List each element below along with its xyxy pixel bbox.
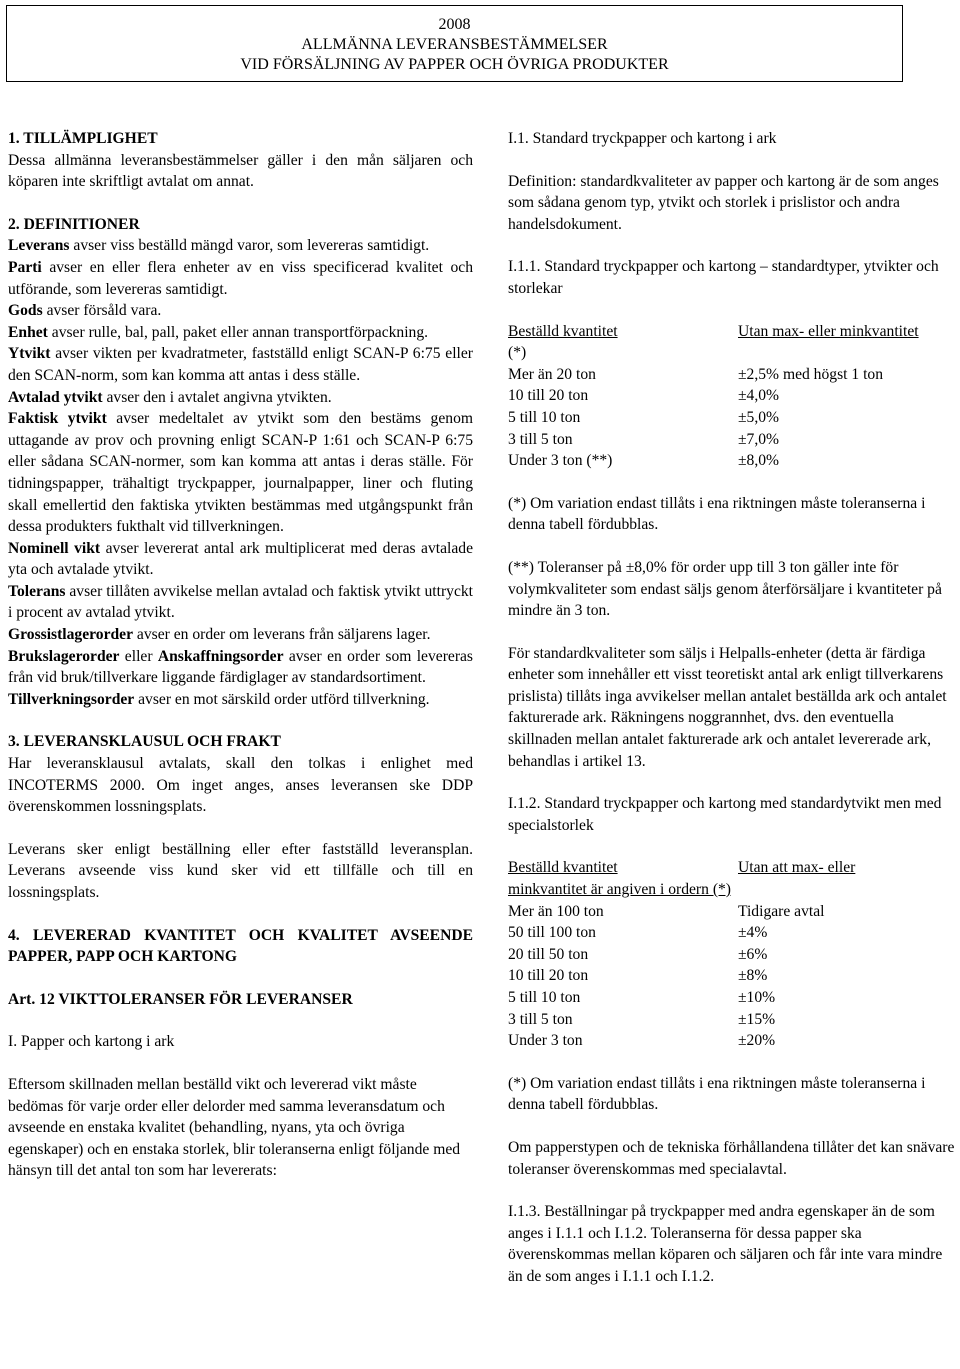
table-row (508, 450, 958, 472)
note-3: (*) Om variation endast tillåts i ena riktningen måste toleranserna i denna tabell fördubblas. (508, 1074, 926, 1114)
quantity-cell: 50 till 100 ton (508, 924, 596, 942)
table-row (508, 901, 958, 923)
table1-header-tolerance: Utan max- eller minkvantitet (738, 322, 919, 340)
table1-header-footnote: (*) (508, 344, 527, 362)
right-column (508, 128, 958, 1288)
definition-item: Tolerans avser tillåten avvikelse mellan avtalad och faktisk ytvikt uttryckt i procent av avtalad ytvikt. (8, 582, 473, 622)
definitions-list (8, 235, 473, 645)
table2-header-tolerance-cont: minkvantitet är angiven i ordern (*) (508, 881, 732, 899)
section-3-para-1: Har leveransklausul avtalats, skall den tolkas i enlighet med INCOTERMS 2000. Om inget anges, anses leveransen ske DDP överenskommen lossningsplats. (8, 755, 473, 816)
header-year: 2008 (438, 16, 471, 33)
i13-paragraph: I.1.3. Beställningar på tryckpapper med andra egenskaper än de som anges i I.1.1 och I.1.2. Toleranserna för dessa papper ska överenskommas mellan köparen och säljaren och får inte vara mindre än de som anges i I.1.1 och I.1.2. (508, 1203, 943, 1285)
tolerance-cell: ±2,5% med högst 1 ton (738, 365, 883, 383)
table-row (508, 407, 958, 429)
tolerance-cell: ±5,0% (738, 408, 780, 426)
table-row (508, 385, 958, 407)
i12-title: I.1.2. Standard tryckpapper och kartong med standardytvikt men med specialstorlek (508, 795, 942, 834)
note-2: (**) Toleranser på ±8,0% för order upp till 3 ton gäller inte för volymkvaliteter som endast säljs genom återförsäljare i kvantiteter på mindre än 3 ton. (508, 558, 942, 620)
tolerance-cell: ±20% (738, 1032, 776, 1050)
tolerance-cell: ±4,0% (738, 387, 780, 405)
tolerance-cell: ±10% (738, 989, 776, 1006)
tolerance-cell: ±7,0% (738, 430, 780, 448)
art-12-title: Art. 12 VIKTTOLERANSER FÖR LEVERANSER (8, 990, 353, 1008)
table-row (508, 987, 958, 1009)
tolerance-cell: ±6% (738, 945, 768, 963)
table-row (508, 364, 958, 386)
i1-definition: Definition: standardkvaliteter av papper och kartong är de som anges som sådana genom typ, ytvikt och storlek i prislistor och andra handelsdokument. (508, 172, 939, 233)
quantity-cell: 10 till 20 ton (508, 967, 589, 985)
table-row (508, 944, 958, 966)
subsection-i-title: I. Papper och kartong i ark (8, 1033, 175, 1051)
table2-header-quantity: Beställd kvantitet (508, 859, 618, 877)
i1-title: I.1. Standard tryckpapper och kartong i ark (508, 130, 777, 147)
quantity-cell: 3 till 5 ton (508, 430, 573, 448)
note-1: (*) Om variation endast tillåts i ena riktningen måste toleranserna i denna tabell fördubblas. (508, 494, 926, 534)
quantity-cell: Mer än 100 ton (508, 902, 604, 920)
section-4-title: 4. LEVERERAD KVANTITET OCH KVALITET AVSEENDE PAPPER, PAPP OCH KARTONG (8, 926, 473, 966)
definition-item: Gods avser försåld vara. (8, 302, 162, 320)
i11-title: I.1.1. Standard tryckpapper och kartong – standardtyper, ytvikter och storlekar (508, 258, 939, 297)
header-title: ALLMÄNNA LEVERANSBESTÄMMELSER (301, 36, 608, 53)
definition-item: Parti avser en eller flera enheter av en viss specificerad kvalitet och utförande, som levereras samtidigt. (8, 258, 473, 298)
section-1-title: 1. TILLÄMPLIGHET (8, 130, 158, 147)
tolerance-table-1 (508, 321, 958, 472)
left-column (8, 128, 473, 1182)
quantity-cell: Under 3 ton (**) (508, 452, 613, 470)
table1-header-quantity: Beställd kvantitet (508, 322, 618, 340)
tolerance-cell: ±8% (738, 967, 768, 985)
definition-item: Faktisk ytvikt avser medeltalet av ytvikt som den bestäms genom uttagande av prov och provning enligt SCAN-P 1:61 och SCAN-P 6:75 eller sådana SCAN-normer, som kan komma att antas i deras ställe. För tidningspapper, trähaltigt tryckpapper, journalpapper, liner och fluting skall emellertid den faktiska ytvikten bestämmas med utgångspunkt från dessa produkters fukthalt vid tillverkningen. (8, 410, 473, 536)
quantity-cell: 10 till 20 ton (508, 387, 589, 405)
tolerance-table-2 (508, 857, 958, 1051)
definition-item: Ytvikt avser vikten per kvadratmeter, fastställd enligt SCAN-P 6:75 eller den SCAN-norm, som kan komma att antas i dess ställe. (8, 345, 473, 384)
header-subtitle: VID FÖRSÄLJNING AV PAPPER OCH ÖVRIGA PRODUKTER (240, 56, 669, 73)
definition-item: Leverans avser viss beställd mängd varor, som levereras samtidigt. (8, 237, 430, 255)
quantity-cell: 5 till 10 ton (508, 989, 581, 1006)
definition-item: Grossistlagerorder avser en order om leverans från säljarens lager. (8, 626, 431, 644)
tolerance-cell: ±15% (738, 1010, 776, 1028)
document-header (6, 5, 903, 82)
definition-bruks: Brukslagerorder eller Anskaffningsorder avser en order som levereras från vid bruk/tillverkare liggande färdiglager av standardsortiment. (8, 647, 473, 687)
quantity-cell: 3 till 5 ton (508, 1010, 573, 1028)
table-row (508, 965, 958, 987)
helpalls-paragraph: För standardkvaliteter som säljs i Helpalls-enheter (detta är färdiga enheter som innehåller ett visst teoretiskt antal ark enligt tillverkarens prislista) tillåts inga avvikelser mellan antalet beställda ark och antalet fakturerade ark. Räkningens noggrannhet, dvs. den eventuella skillnaden mellan antalet fakturerade ark och antalet levererade ark, behandlas i artikel 13. (508, 644, 947, 770)
table2-header-tolerance: Utan att max- eller (738, 859, 856, 877)
table-row (508, 1030, 958, 1052)
definition-item: Enhet avser rulle, bal, pall, paket eller annan transportförpackning. (8, 323, 429, 341)
definition-item: Nominell vikt avser levererat antal ark multiplicerat med deras avtalade yta och avtalade ytvikt. (8, 539, 473, 579)
table-row (508, 922, 958, 944)
tolerance-cell: ±4% (738, 924, 768, 942)
quantity-cell: Mer än 20 ton (508, 365, 596, 383)
table-row (508, 429, 958, 451)
tolerance-intro: Eftersom skillnaden mellan beställd vikt och levererad vikt måste bedömas för varje order eller delorder med samma leveransdatum och avseende en enstaka kvalitet (behandling, nyans, yta och övriga egenskaper) och en enstaka storlek, blir toleranserna enligt följande med hänsyn till det antal ton som har levererats: (8, 1075, 461, 1180)
section-2-title: 2. DEFINITIONER (8, 215, 140, 233)
quantity-cell: 20 till 50 ton (508, 945, 589, 963)
section-1-text: Dessa allmänna leveransbestämmelser gäller i den mån säljaren och köparen inte skriftligt avtalat om annat. (8, 151, 473, 191)
quantity-cell: Under 3 ton (508, 1032, 583, 1050)
paper-type-paragraph: Om papperstypen och de tekniska förhållandena tillåter det kan snävare toleranser överenskommas med specialavtal. (508, 1138, 955, 1178)
definition-item: Avtalad ytvikt avser den i avtalet angivna ytvikten. (8, 388, 332, 406)
tolerance-cell: ±8,0% (738, 452, 780, 470)
tolerance-cell: Tidigare avtal (738, 902, 825, 920)
definition-tillverkning: Tillverkningsorder avser en mot särskild order utförd tillverkning. (8, 690, 430, 708)
table-row (508, 1009, 958, 1031)
section-3-title: 3. LEVERANSKLAUSUL OCH FRAKT (8, 733, 281, 751)
section-3-para-2: Leverans sker enligt beställning eller efter fastställd leveransplan. Leverans avseende viss kund sker vid ett tillfälle och till en lossningsplats. (8, 840, 473, 901)
quantity-cell: 5 till 10 ton (508, 408, 581, 426)
